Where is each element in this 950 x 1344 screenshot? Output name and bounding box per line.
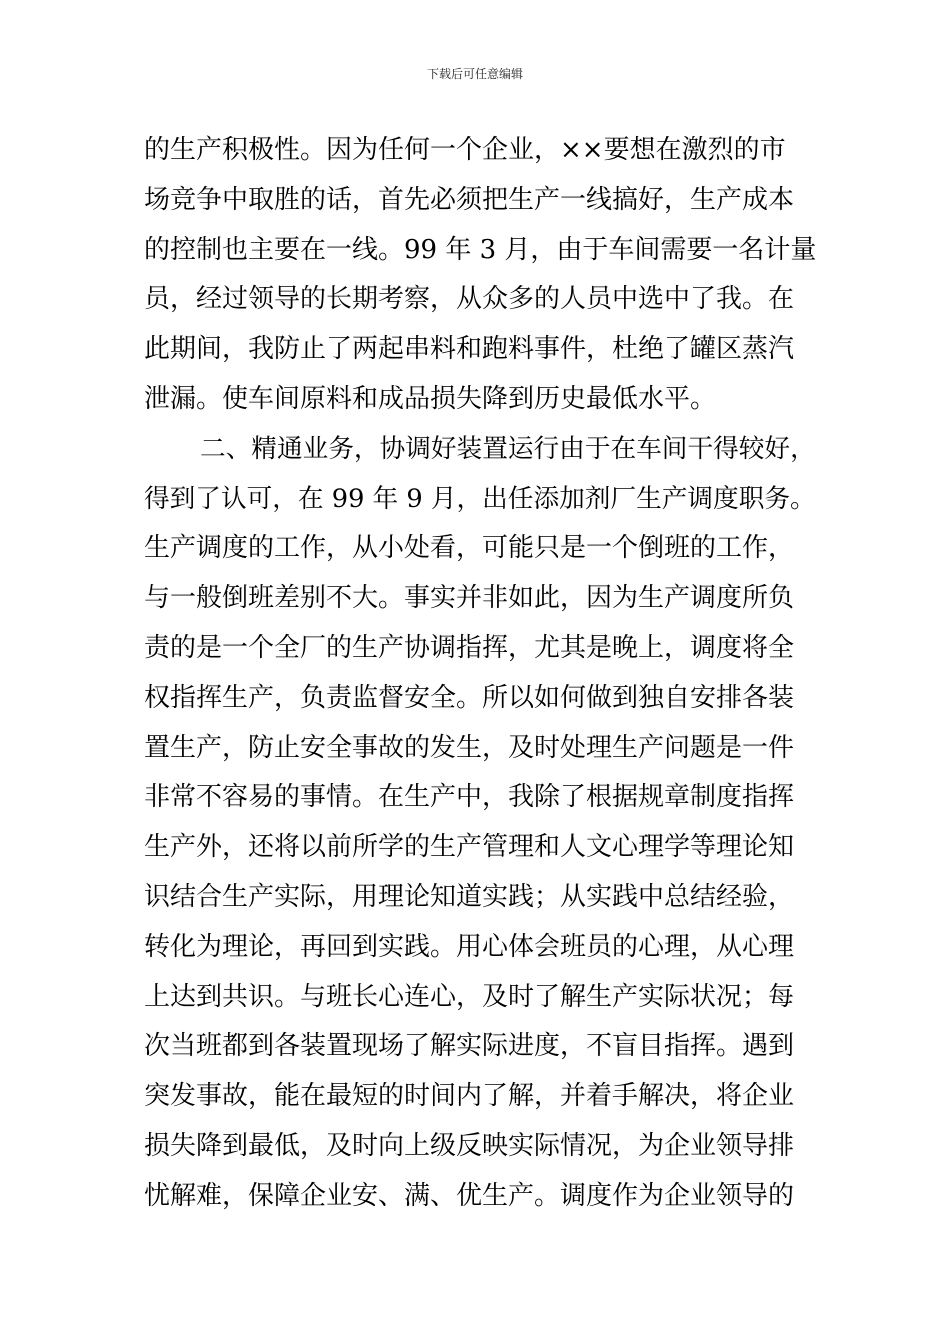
text-line: 次当班都到各装置现场了解实际进度，不盲目指挥。遇到 — [144, 1031, 795, 1062]
text-line: 生产外，还将以前所学的生产管理和人文心理学等理论知 — [144, 832, 795, 863]
text-line: 生产调度的工作，从小处看，可能只是一个倒班的工作， — [144, 533, 795, 564]
text-line: 泄漏。使车间原料和成品损失降到历史最低水平。 — [144, 383, 717, 414]
text-line: 忧解难，保障企业安、满、优生产。调度作为企业领导的 — [144, 1180, 795, 1211]
text-line: 置生产，防止安全事故的发生，及时处理生产问题是一件 — [144, 732, 795, 763]
text-line: 责的是一个全厂的生产协调指挥，尤其是晚上，调度将全 — [144, 632, 795, 663]
text-line: 权指挥生产，负责监督安全。所以如何做到独自安排各装 — [144, 682, 795, 713]
text-line: 非常不容易的事情。在生产中，我除了根据规章制度指挥 — [144, 782, 795, 813]
text-line: 突发事故，能在最短的时间内了解，并着手解决，将企业 — [144, 1081, 795, 1112]
paragraph-start-line: 二、精通业务，协调好装置运行由于在车间干得较好， — [200, 433, 816, 464]
page-header: 下载后可任意编辑 — [426, 67, 523, 81]
text-line: 损失降到最低，及时向上级反映实际情况，为企业领导排 — [144, 1130, 795, 1161]
document-body — [144, 126, 816, 1222]
text-line: 转化为理论，再回到实践。用心体会班员的心理，从心理 — [144, 931, 795, 962]
text-line: 识结合生产实际，用理论知道实践；从实践中总结经验， — [144, 881, 795, 912]
text-line: 员，经过领导的长期考察，从众多的人员中选中了我。在 — [144, 284, 795, 315]
text-line: 与一般倒班差别不大。事实并非如此，因为生产调度所负 — [144, 583, 795, 614]
text-line: 得到了认可，在 99 年 9 月，出任添加剂厂生产调度职务。 — [144, 483, 816, 514]
text-line: 的生产积极性。因为任何一个企业，××要想在激烈的市 — [144, 135, 786, 165]
text-line: 的控制也主要在一线。99 年 3 月，由于车间需要一名计量 — [144, 234, 817, 265]
text-line: 此期间，我防止了两起串料和跑料事件，杜绝了罐区蒸汽 — [144, 334, 795, 365]
text-line: 上达到共识。与班长心连心，及时了解生产实际状况；每 — [144, 981, 795, 1012]
text-line: 场竞争中取胜的话，首先必须把生产一线搞好，生产成本 — [144, 184, 795, 215]
